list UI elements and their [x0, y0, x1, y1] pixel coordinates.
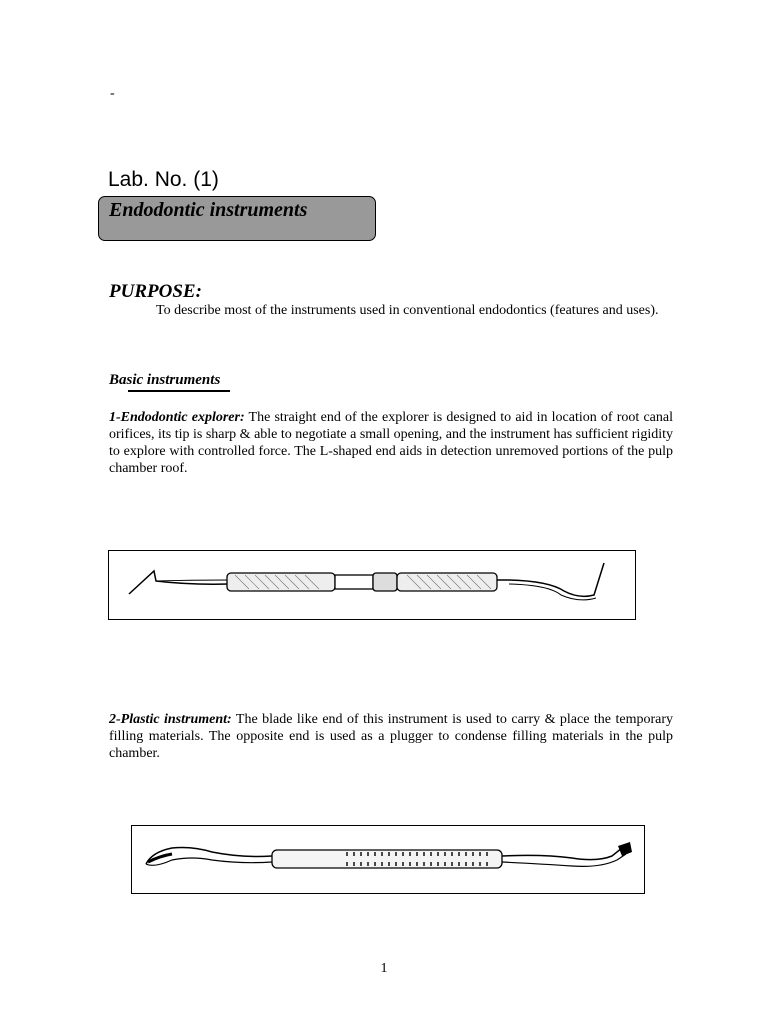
- page-number: 1: [380, 961, 388, 976]
- lab-number: Lab. No. (1): [108, 168, 219, 191]
- explorer-text: The straight end of the explorer is designed to aid in location of root canal orifices, its tip is sharp & able to negotiate a small opening, and the instrument has sufficient rigidity to explore with controlled force. The L-shaped end aids in detection unremoved portions of the pulp chamber roof.: [109, 410, 673, 476]
- basic-instruments-heading: Basic instruments: [109, 372, 221, 388]
- plastic-text: The blade like end of this instrument is used to carry & place the temporary filling materials. The opposite end is used as a plugger to condense filling materials in the pulp chamber.: [109, 712, 673, 761]
- page-title: Endodontic instruments: [109, 199, 308, 221]
- purpose-text: To describe most of the instruments used in conventional endodontics (features and uses).: [156, 303, 659, 318]
- purpose-heading: PURPOSE:: [109, 281, 202, 302]
- header-mark: -: [110, 86, 115, 101]
- title-box: [98, 196, 376, 241]
- plastic-lead: 2-Plastic instrument:: [109, 712, 232, 727]
- explorer-paragraph: [109, 409, 673, 477]
- heading-underline: [128, 390, 230, 392]
- plastic-instrument-paragraph: [109, 711, 673, 762]
- explorer-lead: 1-Endodontic explorer:: [109, 410, 245, 425]
- plastic-instrument-illustration: [131, 825, 645, 894]
- explorer-illustration: [108, 550, 636, 620]
